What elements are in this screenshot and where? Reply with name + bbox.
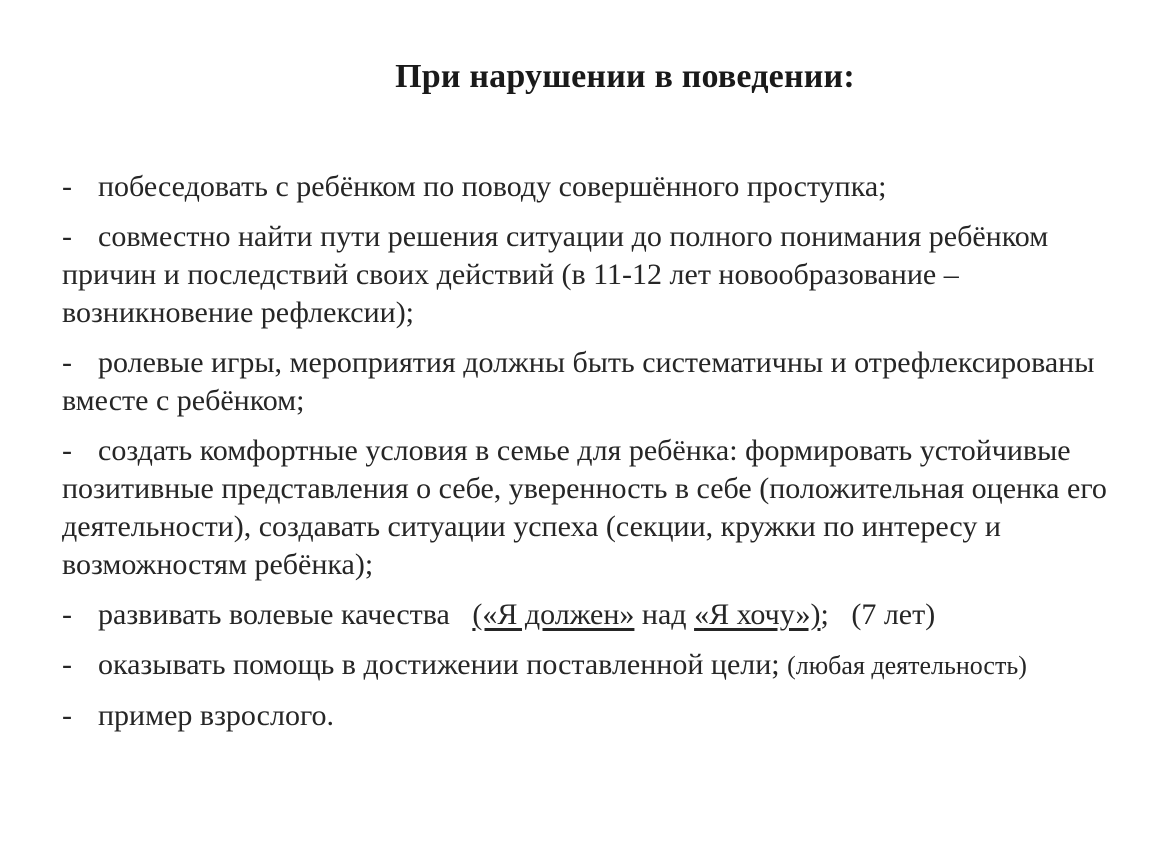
item-text: побеседовать с ребёнком по поводу совершённого проступка;	[98, 170, 887, 203]
item-text: совместно найти пути решения ситуации до полного понимания ребёнком причин и последствий своих действий (в 11-12 лет новообразование – возникновение рефлексии);	[62, 220, 1049, 329]
list-item	[62, 646, 1122, 685]
bullet-dash: -	[62, 346, 72, 379]
age-note: (7 лет)	[851, 598, 936, 631]
bullet-dash: -	[62, 170, 72, 203]
bullet-dash: -	[62, 648, 72, 681]
list-item	[62, 168, 1122, 206]
bullet-dash: -	[62, 699, 72, 732]
i-want-phrase: «Я хочу»)	[694, 598, 821, 631]
bullet-dash: -	[62, 598, 72, 631]
list-item	[62, 218, 1122, 332]
i-must-phrase: («Я должен»	[472, 598, 635, 631]
semicolon: ;	[820, 598, 829, 631]
recommendations-list	[62, 168, 1122, 747]
item-text: создать комфортные условия в семье для ребёнка: формировать устойчивые позитивные представления о себе, уверенность в себе (положительная оценка его деятельности), создавать ситуации успеха (секции, кружки по интересу и возможностям ребёнка);	[62, 434, 1107, 581]
over-word: над	[641, 598, 687, 631]
item-text: ролевые игры, мероприятия должны быть систематичны и отрефлексированы вместе с ребёнком;	[62, 346, 1095, 417]
activity-note: (любая деятельность)	[787, 651, 1027, 680]
list-item	[62, 432, 1122, 584]
list-item	[62, 596, 1122, 634]
list-item	[62, 697, 1122, 735]
bullet-dash: -	[62, 434, 72, 467]
item-text: развивать волевые качества	[98, 598, 450, 631]
item-text: пример взрослого.	[98, 699, 335, 732]
page-title: При нарушении в поведении:	[395, 58, 855, 95]
item-text: оказывать помощь в достижении поставленной цели;	[98, 648, 780, 681]
bullet-dash: -	[62, 220, 72, 253]
list-item	[62, 344, 1122, 420]
